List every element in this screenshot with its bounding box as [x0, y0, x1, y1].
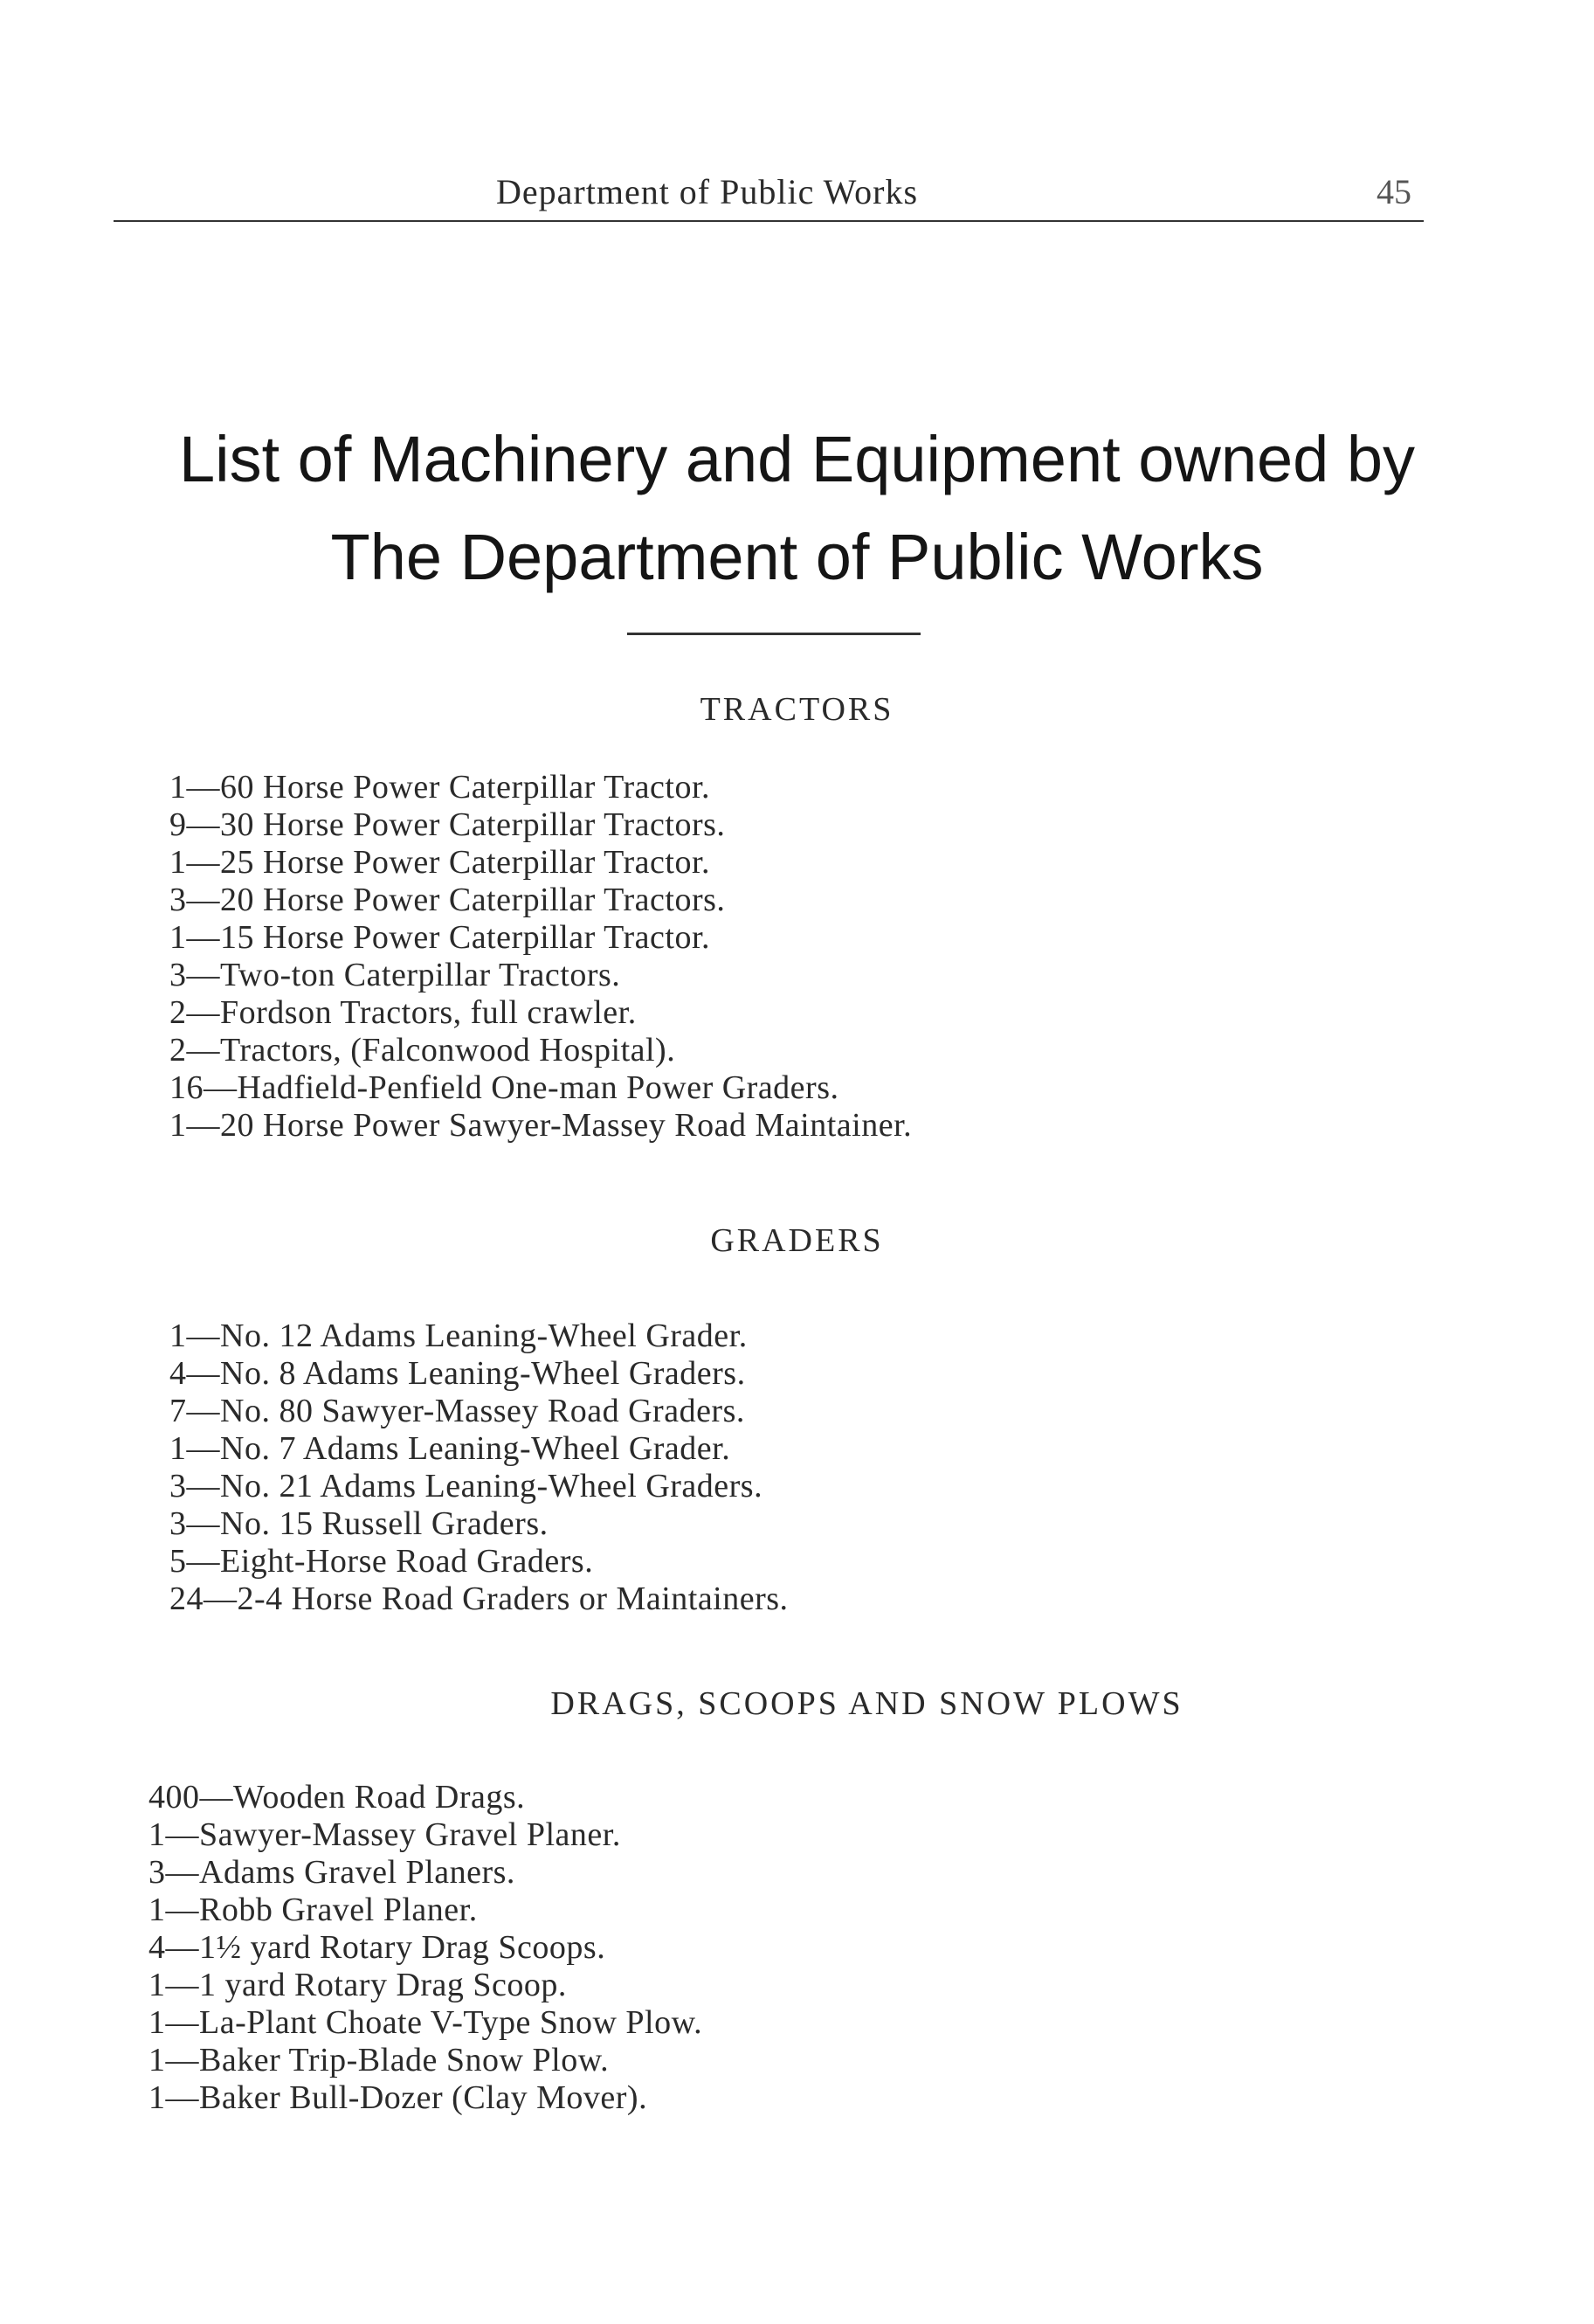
section-heading-tractors: TRACTORS	[700, 691, 894, 728]
list-item: 1—No. 12 Adams Leaning-Wheel Grader.	[169, 1318, 748, 1354]
list-item: 1—20 Horse Power Sawyer-Massey Road Maintainer.	[169, 1107, 913, 1144]
list-item: 9—30 Horse Power Caterpillar Tractors.	[169, 806, 726, 843]
list-item: 1—15 Horse Power Caterpillar Tractor.	[169, 919, 711, 956]
list-item: 16—Hadfield-Penfield One-man Power Graders.	[169, 1069, 839, 1106]
list-item: 24—2-4 Horse Road Graders or Maintainers.	[169, 1580, 789, 1617]
list-item: 7—No. 80 Sawyer-Massey Road Graders.	[169, 1393, 745, 1429]
section-heading-drags-scoops-snow-plows: DRAGS, SCOOPS AND SNOW PLOWS	[550, 1685, 1183, 1722]
list-item: 1—25 Horse Power Caterpillar Tractor.	[169, 844, 711, 881]
list-item: 2—Tractors, (Falconwood Hospital).	[169, 1032, 676, 1069]
page-title	[87, 411, 1507, 606]
list-item: 1—60 Horse Power Caterpillar Tractor.	[169, 769, 711, 806]
list-item: 4—1½ yard Rotary Drag Scoops.	[148, 1929, 606, 1966]
list-item: 2—Fordson Tractors, full crawler.	[169, 994, 637, 1031]
list-item: 1—Sawyer-Massey Gravel Planer.	[148, 1816, 621, 1853]
list-item: 1—La-Plant Choate V-Type Snow Plow.	[148, 2004, 703, 2041]
running-header	[114, 171, 1424, 224]
list-item: 3—No. 21 Adams Leaning-Wheel Graders.	[169, 1468, 763, 1504]
title-line-1: List of Machinery and Equipment owned by	[178, 423, 1416, 495]
list-item: 3—No. 15 Russell Graders.	[169, 1505, 549, 1542]
section-list-graders	[169, 1318, 789, 1618]
list-item: 1—1 yard Rotary Drag Scoop.	[148, 1967, 567, 2003]
list-item: 5—Eight-Horse Road Graders.	[169, 1543, 594, 1580]
title-rule	[627, 633, 921, 635]
list-item: 3—Two-ton Caterpillar Tractors.	[169, 957, 621, 993]
list-item: 3—Adams Gravel Planers.	[148, 1854, 515, 1891]
list-item: 1—Baker Trip-Blade Snow Plow.	[148, 2042, 610, 2078]
title-line-2: The Department of Public Works	[330, 521, 1264, 593]
section-list-tractors	[169, 769, 912, 1145]
list-item: 3—20 Horse Power Caterpillar Tractors.	[169, 882, 726, 918]
list-item: 1—Robb Gravel Planer.	[148, 1892, 478, 1928]
list-item: 4—No. 8 Adams Leaning-Wheel Graders.	[169, 1355, 746, 1392]
list-item: 1—No. 7 Adams Leaning-Wheel Grader.	[169, 1430, 731, 1467]
running-title: Department of Public Works	[496, 172, 919, 211]
section-list-drags-scoops-snow-plows	[148, 1779, 702, 2117]
section-heading-graders: GRADERS	[710, 1222, 884, 1259]
list-item: 400—Wooden Road Drags.	[148, 1779, 526, 1816]
list-item: 1—Baker Bull-Dozer (Clay Mover).	[148, 2079, 648, 2116]
page-number: 45	[1377, 172, 1411, 211]
header-rule	[114, 220, 1424, 222]
